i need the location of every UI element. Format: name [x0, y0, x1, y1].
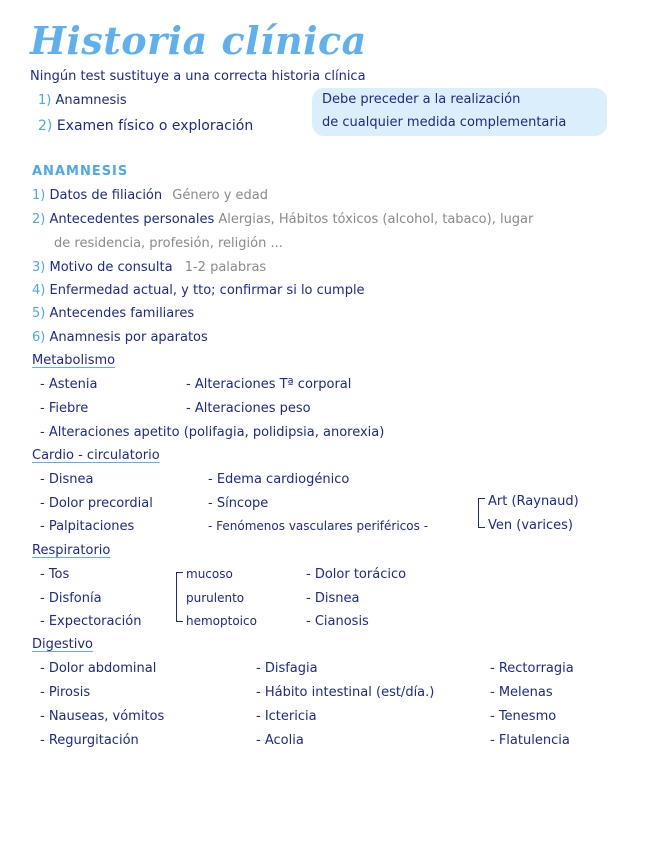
list-item: - Disfonía [40, 591, 102, 606]
category-title-digestivo: Digestivo [32, 637, 94, 652]
list-item: Ven (varices) [488, 518, 573, 533]
list-item: - Hábito intestinal (est/día.) [256, 685, 435, 700]
page-title: Historia clínica [30, 18, 367, 63]
list-item: - Expectoración [40, 614, 142, 629]
section-title: ANAMNESIS [32, 164, 129, 179]
anamnesis-item: 4) Enfermedad actual, y tto; confirmar si lo cumple [32, 283, 365, 298]
category-title-cardio: Cardio - circulatorio [32, 448, 160, 463]
list-item: - Regurgitación [40, 733, 139, 748]
list-item: - Melenas [490, 685, 553, 700]
list-item: - Tenesmo [490, 709, 557, 724]
list-item: - Nauseas, vómitos [40, 709, 165, 724]
list-item: Art (Raynaud) [488, 494, 579, 509]
anamnesis-item: 5) Antecendes familiares [32, 306, 195, 321]
list-item: - Ictericia [256, 709, 317, 724]
list-item: purulento [186, 591, 245, 605]
list-item: - Alteraciones apetito (polifagia, polidipsia, anorexia) [40, 425, 385, 440]
note-line: Debe preceder a la realización [322, 92, 521, 107]
list-item: - Astenia [40, 377, 98, 392]
intro-item: 2) Examen físico o exploración [38, 118, 254, 134]
anamnesis-item: 6) Anamnesis por aparatos [32, 330, 208, 345]
intro-item: 1) Anamnesis [38, 93, 127, 108]
list-item: - Cianosis [306, 614, 369, 629]
anamnesis-item: 2) Antecedentes personales Alergias, Hábitos tóxicos (alcohol, tabaco), lugar [32, 212, 534, 227]
list-item: - Pirosis [40, 685, 91, 700]
list-item: - Disnea [40, 472, 94, 487]
list-item: - Dolor torácico [306, 567, 407, 582]
list-item: - Disfagia [256, 661, 318, 676]
list-item: mucoso [186, 567, 233, 581]
list-item: - Tos [40, 567, 70, 582]
anamnesis-item: 1) Datos de filiación Género y edad [32, 188, 269, 203]
list-item: - Rectorragia [490, 661, 574, 676]
list-item: - Disnea [306, 591, 360, 606]
anamnesis-item: 3) Motivo de consulta 1-2 palabras [32, 260, 267, 275]
list-item: hemoptoico [186, 614, 257, 628]
list-item: - Alteraciones peso [186, 401, 311, 416]
list-item: - Acolia [256, 733, 304, 748]
list-item: - Alteraciones Tª corporal [186, 377, 352, 392]
list-item: - Fiebre [40, 401, 89, 416]
list-item: - Dolor abdominal [40, 661, 157, 676]
note-line: de cualquier medida complementaria [322, 115, 567, 130]
category-title-metabolismo: Metabolismo [32, 353, 116, 368]
list-item: - Flatulencia [490, 733, 570, 748]
category-title-respiratorio: Respiratorio [32, 543, 111, 558]
anamnesis-item-continued: de residencia, profesión, religión ... [54, 236, 283, 251]
list-item: - Síncope [208, 496, 269, 511]
bracket [478, 498, 485, 528]
list-item: - Dolor precordial [40, 496, 153, 511]
list-item: - Palpitaciones [40, 519, 135, 534]
subtitle: Ningún test sustituye a una correcta historia clínica [30, 69, 366, 84]
list-item: - Fenómenos vasculares periféricos - [208, 519, 429, 533]
list-item: - Edema cardiogénico [208, 472, 350, 487]
bracket [176, 572, 183, 622]
